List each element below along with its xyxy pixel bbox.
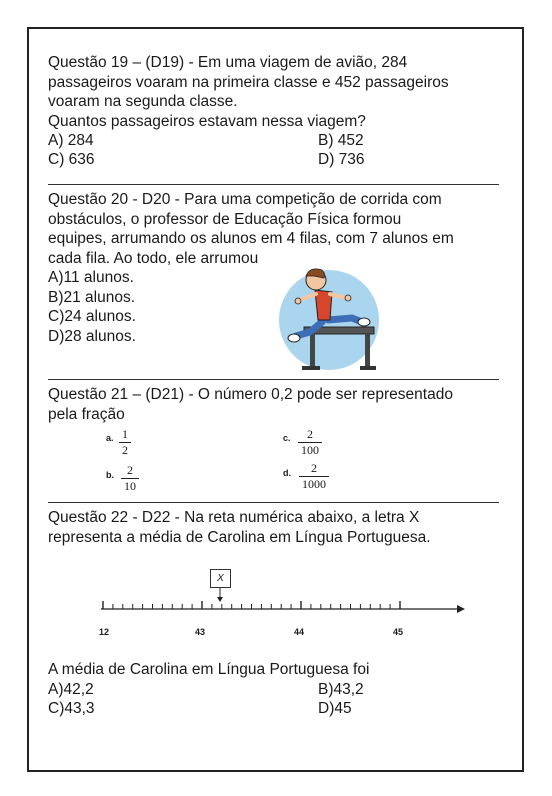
x-marker-pointer-arrow-icon	[217, 597, 223, 602]
q19-line-3: voaram na segunda classe.	[48, 93, 238, 110]
q20-option-b[interactable]: B)21 alunos.	[48, 289, 136, 306]
number-line	[95, 588, 467, 622]
q21-option-a-fraction	[119, 428, 131, 457]
q21-option-b-fraction	[121, 464, 139, 493]
q21-option-b-letter: b.	[106, 470, 114, 480]
q21-option-b-numerator: 2	[127, 463, 133, 477]
q21-option-d-letter: d.	[283, 468, 291, 478]
q20-line-4: cada fila. Ao todo, ele arrumou	[48, 249, 259, 267]
tick-label-42: 12	[99, 627, 110, 637]
q20-line-2: obstáculos, o professor de Educação Física formou	[48, 210, 402, 228]
q19-option-a[interactable]: A) 284	[48, 132, 94, 149]
q20-line-3: equipes, arrumando os alunos em 4 filas, com 7 alunos em	[48, 230, 454, 247]
divider-1	[48, 184, 499, 185]
tick-label-43: 43	[195, 627, 206, 637]
q22-line-1: Questão 22 - D22 - Na reta numérica abaixo, a letra X	[48, 509, 420, 526]
q19-line-2: passageiros voaram na primeira classe e 452 passageiros	[48, 73, 449, 91]
q22-option-d[interactable]: D)45	[318, 700, 352, 717]
q22-option-c[interactable]: C)43,3	[48, 700, 95, 717]
q21-option-a-numerator: 1	[122, 427, 128, 441]
q21-line-1: Questão 21 – (D21) - O número 0,2 pode ser representado	[48, 386, 453, 403]
tick-label-44: 44	[294, 627, 305, 637]
q21-option-c-denominator: 100	[301, 443, 319, 457]
q21-option-c-fraction	[298, 428, 322, 457]
q21-option-a-denominator: 2	[122, 443, 128, 457]
q20-option-d[interactable]: D)28 alunos.	[48, 328, 136, 345]
q21-option-d-numerator: 2	[311, 461, 317, 475]
divider-3	[48, 502, 499, 503]
q21-statement	[48, 385, 510, 424]
number-line-ticks	[103, 601, 400, 609]
q22-statement	[48, 508, 510, 547]
hurdle-runner-illustration	[270, 262, 390, 374]
q21-line-2: pela fração	[48, 405, 125, 423]
q21-option-c-letter: c.	[283, 433, 291, 443]
q19-option-c[interactable]: C) 636	[48, 151, 95, 168]
q19-statement	[48, 53, 510, 131]
number-line-arrow-icon	[457, 605, 465, 613]
q20-option-a[interactable]: A)11 alunos.	[48, 269, 134, 286]
q19-line-1: Questão 19 – (D19) - Em uma viagem de avião, 284	[48, 54, 408, 71]
q22-question: A média de Carolina em Língua Portuguesa foi	[48, 661, 370, 678]
q19-option-d[interactable]: D) 736	[318, 151, 365, 168]
q22-option-a[interactable]: A)42,2	[48, 681, 94, 698]
q19-option-b[interactable]: B) 452	[318, 132, 364, 149]
tick-label-45: 45	[393, 627, 404, 637]
q22-line-2: representa a média de Carolina em Língua Portuguesa.	[48, 528, 431, 546]
q21-option-d-fraction	[299, 462, 329, 491]
q20-statement	[48, 190, 510, 268]
q21-option-a-letter: a.	[106, 433, 114, 443]
x-marker-box: X	[210, 569, 231, 588]
q19-line-4: Quantos passageiros estavam nessa viagem?	[48, 112, 366, 130]
q20-line-1: Questão 20 - D20 - Para uma competição de corrida com	[48, 191, 442, 208]
q20-option-c[interactable]: C)24 alunos.	[48, 308, 136, 325]
divider-2	[48, 379, 499, 380]
q21-option-d-denominator: 1000	[302, 477, 326, 491]
q22-option-b[interactable]: B)43,2	[318, 681, 364, 698]
q21-option-b-denominator: 10	[124, 479, 136, 493]
q21-option-c-numerator: 2	[307, 427, 313, 441]
